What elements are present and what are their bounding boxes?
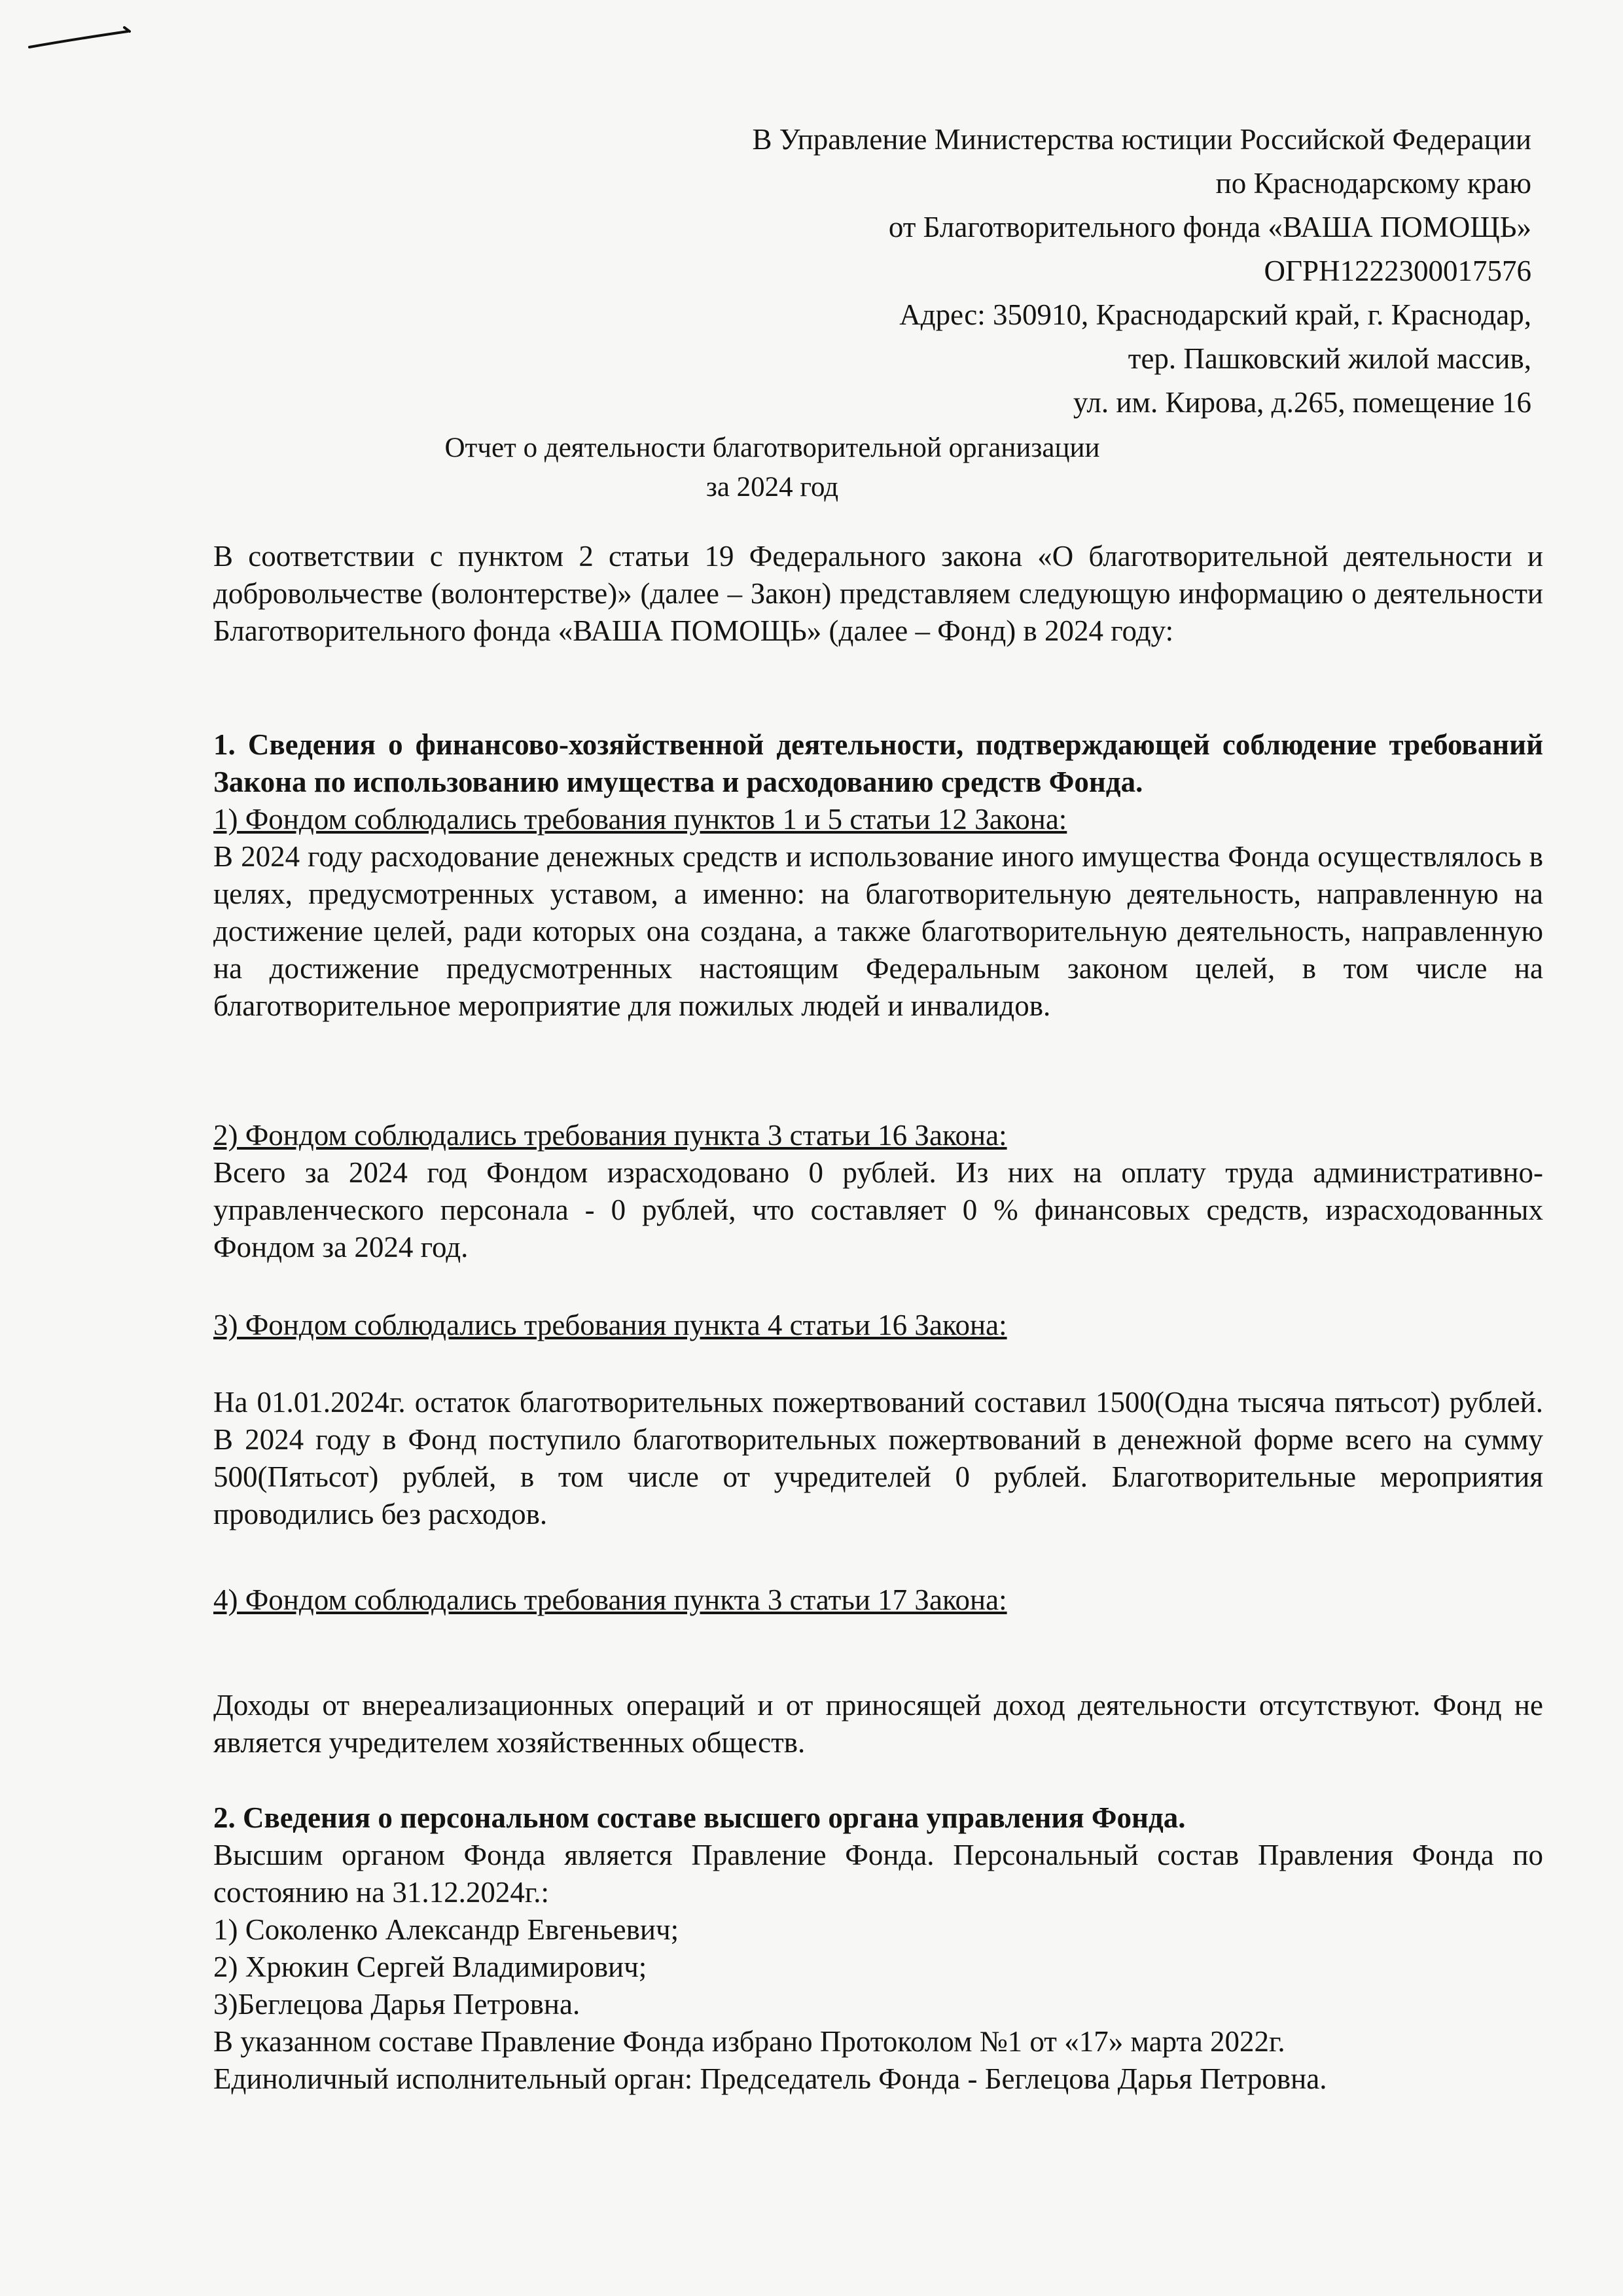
addressee-line: ОГРН1222300017576 <box>1264 255 1531 287</box>
section1-item4-heading-block <box>213 1581 1543 1619</box>
report-title-line2: за 2024 год <box>705 472 839 503</box>
section1-item2 <box>213 1117 1543 1266</box>
section2-heading: 2. Сведения о персональном составе высшего органа управления Фонда. <box>213 1801 1186 1834</box>
pen-stroke-mark <box>26 13 131 52</box>
section1-heading: 1. Сведения о финансово-хозяйственной деятельности, подтверждающей соблюдение требований Закона по использованию имущества и расходованию средств Фонда. <box>213 728 1543 798</box>
report-title <box>216 429 1329 507</box>
addressee-line: от Благотворительного фонда «ВАША ПОМОЩЬ» <box>888 211 1531 243</box>
addressee-line: по Краснодарскому краю <box>1215 167 1531 200</box>
list-item: 2) Хрюкин Сергей Владимирович; <box>213 1951 647 1983</box>
section1 <box>213 726 1543 1025</box>
list-item: 1) Соколенко Александр Евгеньевич; <box>213 1913 679 1946</box>
section1-item4-heading: 4) Фондом соблюдались требования пункта 3 статьи 17 Закона: <box>213 1583 1007 1616</box>
board-members-list <box>213 1911 1543 2023</box>
section1-item2-heading: 2) Фондом соблюдались требования пункта 3 статьи 16 Закона: <box>213 1119 1007 1152</box>
section1-item4-text: Доходы от внереализационных операций и от приносящей доход деятельности отсутствуют. Фонд не является учредителем хозяйственных обществ. <box>213 1689 1543 1759</box>
section2-text: Высшим органом Фонда является Правление Фонда. Персональный состав Правления Фонда по состоянию на 31.12.2024г.: <box>213 1839 1543 1909</box>
addressee-line: ул. им. Кирова, д.265, помещение 16 <box>1073 386 1531 419</box>
section2 <box>213 1799 1543 2098</box>
list-item: 3)Беглецова Дарья Петровна. <box>213 1988 580 2021</box>
section1-item2-text: Всего за 2024 год Фондом израсходовано 0 рублей. Из них на оплату труда административно-управленческого персонала - 0 рублей, что составляет 0 % финансовых средств, израсходованных Фондом за 2024 год. <box>213 1156 1543 1263</box>
addressee-line: В Управление Министерства юстиции Российской Федерации <box>752 123 1531 156</box>
report-title-line1: Отчет о деятельности благотворительной организации <box>444 433 1100 463</box>
section1-item3-heading-block <box>213 1307 1543 1344</box>
section1-item3-text: На 01.01.2024г. остаток благотворительных пожертвований составил 1500(Одна тысяча пятьсот) рублей. В 2024 году в Фонд поступило благотворительных пожертвований в денежной форме всего на сумму 500(Пятьсот) рублей, в том числе от учредителей 0 рублей. Благотворительные мероприятия проводились без расходов. <box>213 1386 1543 1530</box>
section1-item1-text: В 2024 году расходование денежных средств и использование иного имущества Фонда осуществлялось в целях, предусмотренных уставом, а именно: на благотворительную деятельность, направленную на достижение целей, ради которых она создана, а также благотворительную деятельность, направленную на достижение предусмотренных настоящим Федеральным законом целей, в том числе на благотворительное мероприятие для пожилых людей и инвалидов. <box>213 840 1543 1022</box>
section2-elected: В указанном составе Правление Фонда избрано Протоколом №1 от «17» марта 2022г. <box>213 2025 1285 2058</box>
intro-paragraph <box>213 538 1543 650</box>
addressee-line: тер. Пашковский жилой массив, <box>1128 342 1531 375</box>
section1-item3-heading: 3) Фондом соблюдались требования пункта 4 статьи 16 Закона: <box>213 1309 1007 1341</box>
section2-executive: Единоличный исполнительный орган: Председатель Фонда - Беглецова Дарья Петровна. <box>213 2062 1327 2095</box>
section1-item3-text-block <box>213 1384 1543 1533</box>
addressee-line: Адрес: 350910, Краснодарский край, г. Краснодар, <box>899 298 1531 331</box>
intro-text: В соответствии с пунктом 2 статьи 19 Федерального закона «О благотворительной деятельности и добровольчестве (волонтерстве)» (далее – Закон) представляем следующую информацию о деятельности Благотворительного фонда «ВАША ПОМОЩЬ» (далее – Фонд) в 2024 году: <box>213 540 1543 647</box>
section1-item1-heading: 1) Фондом соблюдались требования пунктов 1 и 5 статьи 12 Закона: <box>213 803 1067 836</box>
section1-item4-text-block <box>213 1687 1543 1761</box>
addressee-block <box>524 118 1531 425</box>
